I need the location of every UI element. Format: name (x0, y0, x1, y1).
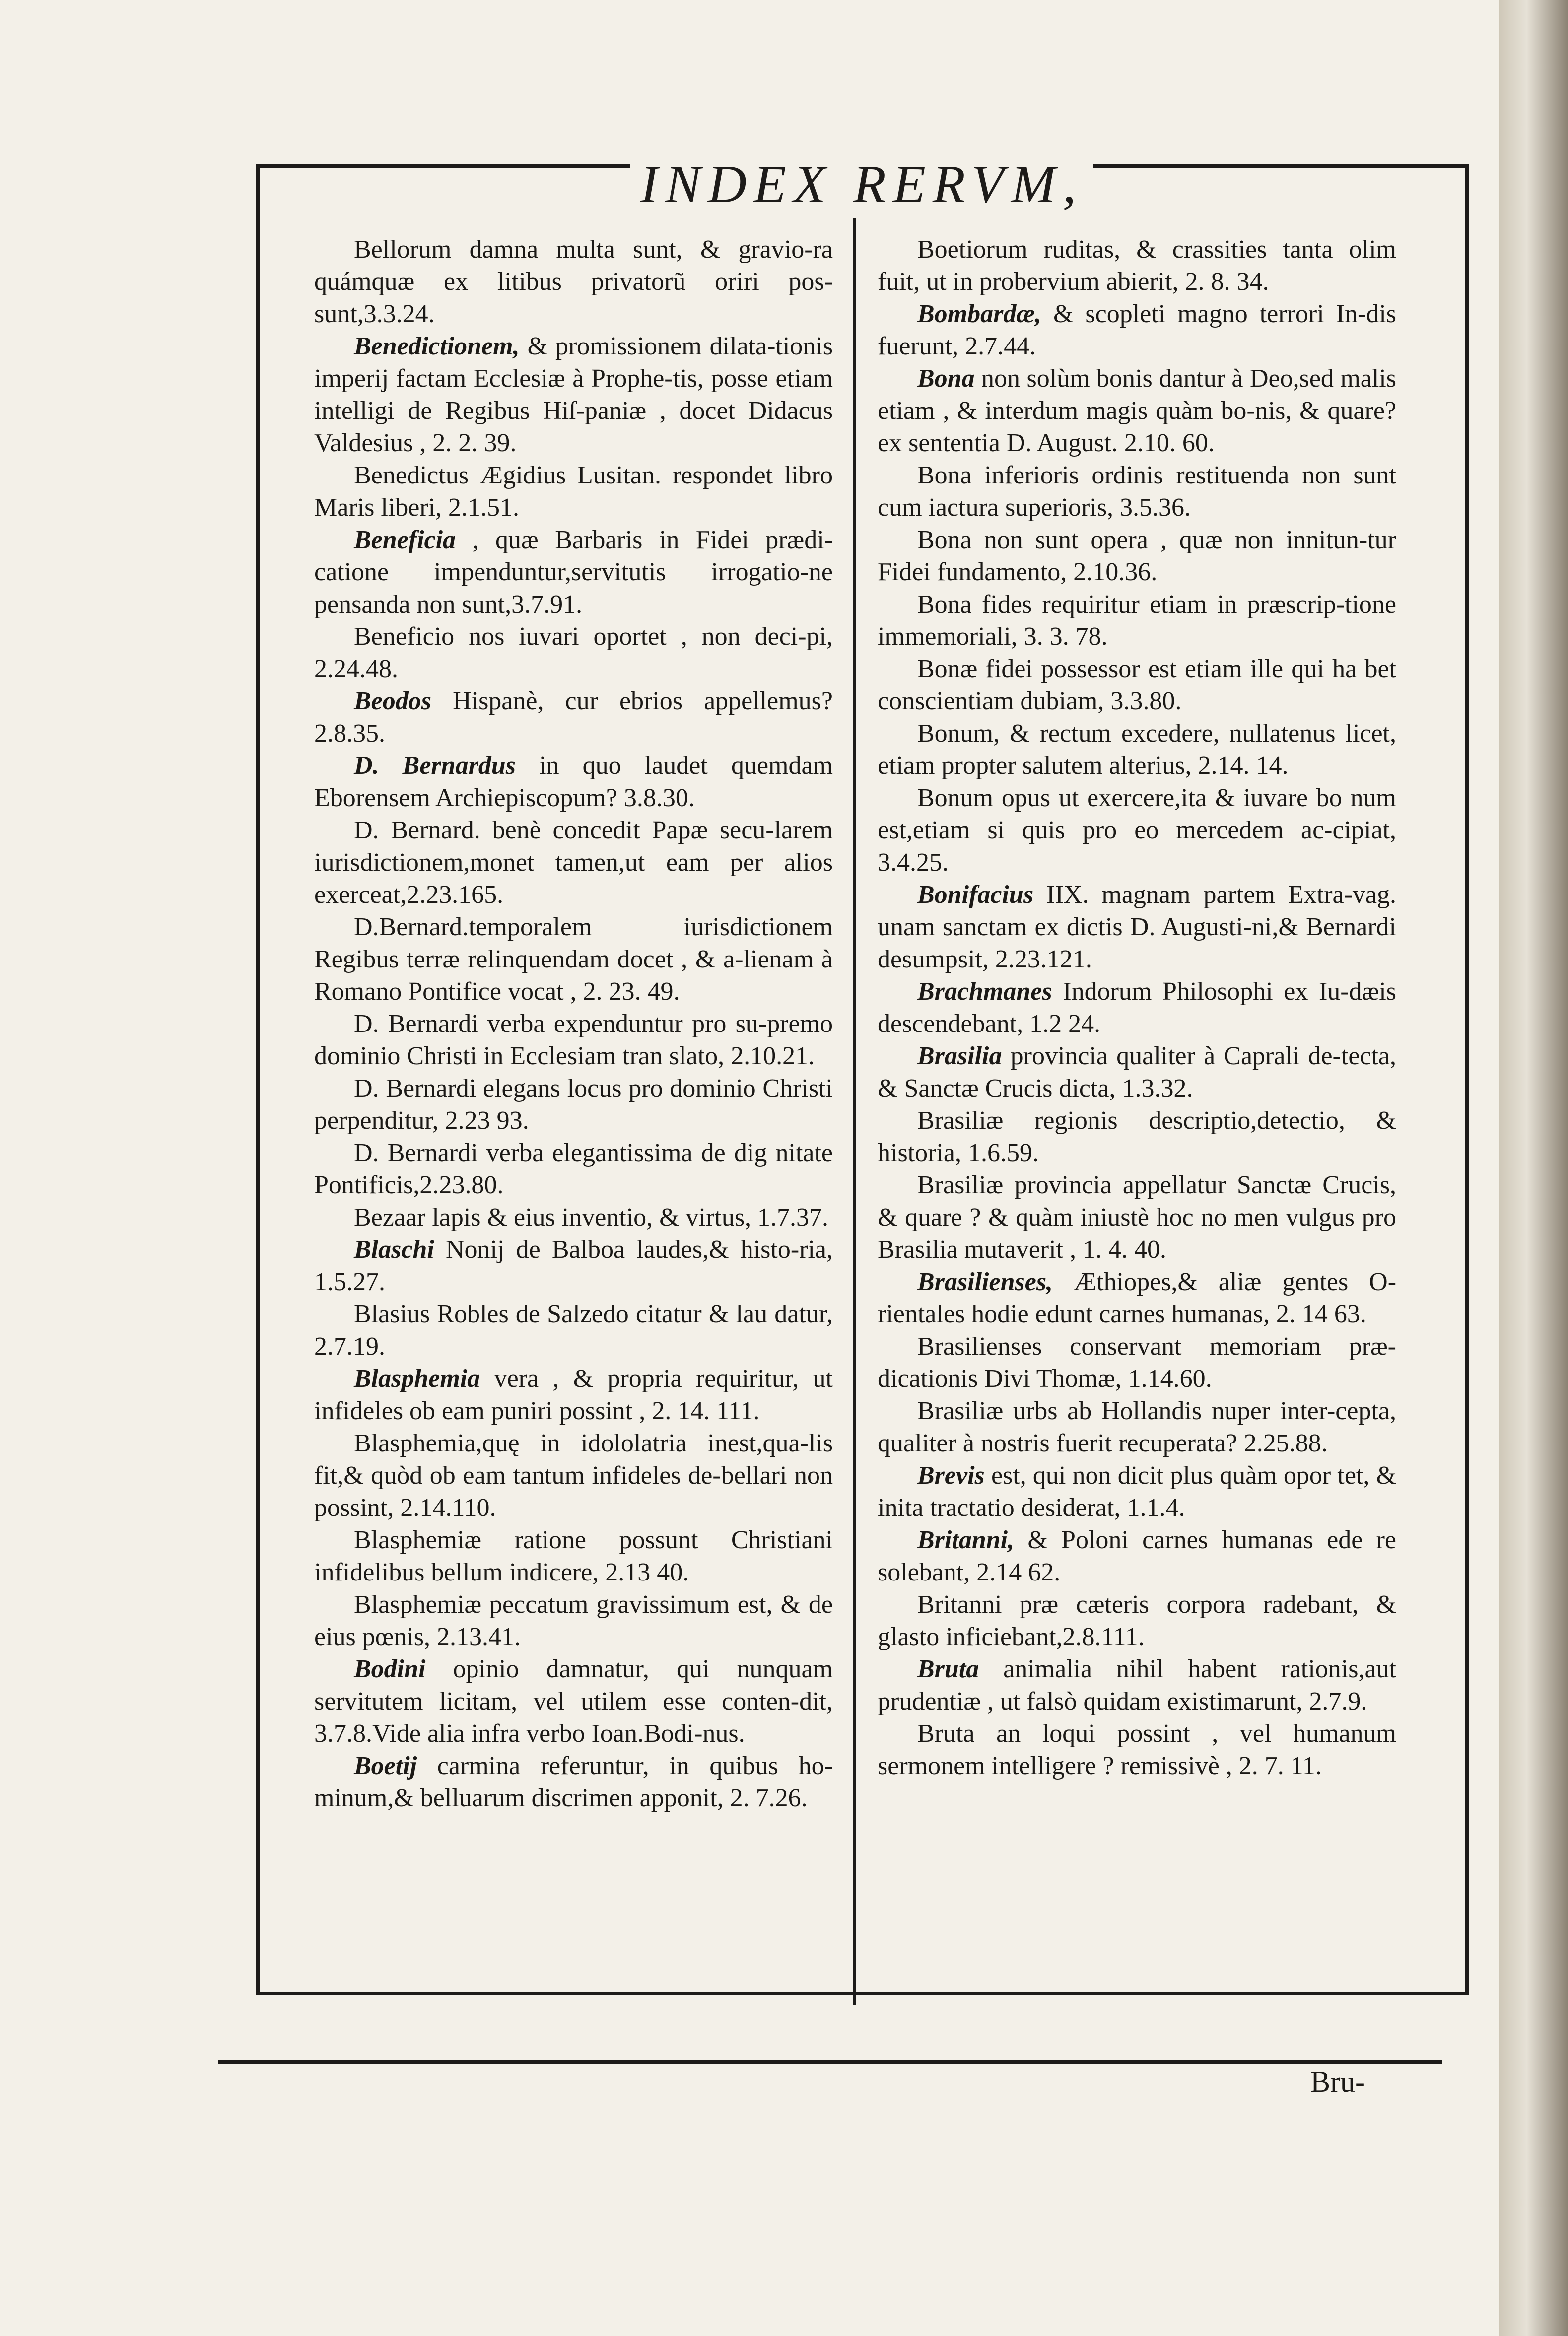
entry-text: D. Bernardi elegans locus pro dominio Christi perpenditur, 2.23 93. (314, 1074, 833, 1135)
index-entry (878, 1524, 1396, 1588)
index-entry (878, 653, 1396, 717)
entry-text: IIX. magnam partem Extra-vag. unam sanctam ex dictis D. Augusti-ni,& Bernardi desumpsit, 2.23.121. (878, 881, 1396, 973)
entry-lead: Brachmanes (917, 977, 1052, 1006)
entry-text: Bonum opus ut exercere,ita & iuvare bo num est,etiam si quis pro eo mercedem ac-cipiat, 3.4.25. (878, 784, 1396, 877)
entry-text: Brasiliæ regionis descriptio,detectio, & historia, 1.6.59. (878, 1106, 1396, 1167)
index-entry (314, 1363, 833, 1427)
entry-lead: Bona (917, 364, 975, 393)
entry-lead: Brasilia (917, 1042, 1002, 1070)
index-entry (878, 1653, 1396, 1718)
index-entry (314, 330, 833, 459)
index-entry (878, 524, 1396, 588)
entry-text: opinio damnatur, qui nunquam servitutem licitam, vel utilem esse conten-dit, 3.7.8.Vide alia infra verbo Ioan.Bodi-nus. (314, 1655, 833, 1748)
index-entry (878, 782, 1396, 879)
entry-text: Bonæ fidei possessor est etiam ille qui ha bet conscientiam dubiam, 3.3.80. (878, 655, 1396, 715)
entry-text: & Poloni carnes humanas ede re solebant, 2.14 62. (878, 1526, 1396, 1586)
entry-text: Blasphemiæ peccatum gravissimum est, & de eius pœnis, 2.13.41. (314, 1590, 833, 1651)
entry-text: in quo laudet quemdam Eborensem Archiepiscopum? 3.8.30. (314, 752, 833, 812)
entry-text: Indorum Philosophi ex Iu-dæis descendebant, 1.2 24. (878, 977, 1396, 1038)
entry-text: Bezaar lapis & eius inventio, & virtus, 1.7.37. (354, 1203, 829, 1232)
page-edge (1499, 0, 1568, 2336)
index-entry (314, 685, 833, 750)
entry-text: Beneficio nos iuvari oportet , non deci-pi, 2.24.48. (314, 622, 833, 683)
index-entry (878, 975, 1396, 1040)
index-entry (878, 588, 1396, 653)
index-entry (878, 1330, 1396, 1395)
right-column (878, 233, 1396, 1782)
entry-text: Brasiliæ urbs ab Hollandis nuper inter-cepta, qualiter à nostris fuerit recuperata? 2.25.88. (878, 1397, 1396, 1457)
index-entry (314, 1008, 833, 1072)
entry-text: Brasiliæ provincia appellatur Sanctæ Crucis, & quare ? & quàm iniustè hoc no men vulgus pro Brasilia mutaverit , 1. 4. 40. (878, 1171, 1396, 1264)
index-entry (314, 1653, 833, 1750)
index-entry (314, 1524, 833, 1588)
entry-text: vera , & propria requiritur, ut infideles ob eam puniri possint , 2. 14. 111. (314, 1365, 833, 1425)
catchword: Bru- (1310, 2065, 1365, 2098)
index-entry (314, 1750, 833, 1814)
page-title: INDEX RERVM, (630, 154, 1093, 215)
entry-text: , quæ Barbaris in Fidei prædi-catione impenduntur,servitutis irrogatio-ne pensanda non sunt,3.7.91. (314, 526, 833, 618)
index-entry (314, 1072, 833, 1137)
index-entry (314, 814, 833, 911)
index-entry (878, 362, 1396, 459)
entry-lead: Britanni, (917, 1526, 1015, 1554)
left-column (314, 233, 833, 1814)
column-divider (853, 218, 856, 2005)
entry-lead: Blaschi (354, 1236, 434, 1264)
entry-text: Æthiopes,& aliæ gentes O-rientales hodie edunt carnes humanas, 2. 14 63. (878, 1268, 1397, 1328)
entry-lead: Blasphemia (354, 1365, 480, 1393)
entry-text: Bona fides requiritur etiam in præscrip-tione immemoriali, 3. 3. 78. (878, 590, 1396, 651)
index-entry (314, 1201, 833, 1234)
index-entry (878, 1459, 1396, 1524)
index-entry (314, 1588, 833, 1653)
entry-lead: Bodini (354, 1655, 426, 1683)
entry-lead: Beneficia (354, 526, 456, 554)
entry-text: & scopleti magno terrori In-dis fuerunt, 2.7.44. (878, 300, 1397, 360)
entry-text: Benedictus Ægidius Lusitan. respondet libro Maris liberi, 2.1.51. (314, 461, 833, 522)
entry-lead: Brevis (917, 1461, 985, 1490)
entry-text: D.Bernard.temporalem iurisdictionem Regibus terræ relinquendam docet , & a-lienam à Romano Pontifice vocat , 2. 23. 49. (314, 913, 833, 1006)
index-entry (314, 1427, 833, 1524)
entry-text: Boetiorum ruditas, & crassities tanta olim fuit, ut in probervium abierit, 2. 8. 34. (878, 235, 1396, 296)
entry-text: Blasphemiæ ratione possunt Christiani infidelibus bellum indicere, 2.13 40. (314, 1526, 833, 1586)
entry-lead: Brasilienses, (917, 1268, 1053, 1296)
index-entry (878, 1266, 1396, 1330)
index-entry (878, 1588, 1396, 1653)
entry-text: Hispanè, cur ebrios appellemus? 2.8.35. (314, 687, 833, 748)
entry-text: provincia qualiter à Caprali de-tecta, & Sanctæ Crucis dicta, 1.3.32. (878, 1042, 1397, 1102)
index-entry (878, 233, 1396, 298)
entry-text: Bruta an loqui possint , vel humanum sermonem intelligere ? remissivè , 2. 7. 11. (878, 1719, 1396, 1780)
index-entry (878, 1395, 1396, 1459)
index-entry (878, 1040, 1396, 1104)
index-entry (314, 1298, 833, 1363)
entry-text: D. Bernardi verba expenduntur pro su-premo dominio Christi in Ecclesiam tran slato, 2.10.21. (314, 1010, 833, 1070)
index-entry (314, 459, 833, 524)
entry-text: carmina referuntur, in quibus ho-minum,& belluarum discrimen apponit, 2. 7.26. (314, 1752, 833, 1812)
entry-lead: D. Bernardus (354, 752, 516, 780)
entry-text: Blasius Robles de Salzedo citatur & lau datur, 2.7.19. (314, 1300, 833, 1361)
entry-lead: Benedictionem, (354, 332, 520, 360)
index-entry (878, 717, 1396, 782)
index-entry (878, 1104, 1396, 1169)
entry-text: Blasphemia,quę in idololatria inest,qua-lis fit,& quòd ob eam tantum infideles de-bellari non possint, 2.14.110. (314, 1429, 833, 1522)
entry-lead: Bombardæ, (917, 300, 1041, 328)
index-entry (878, 879, 1396, 975)
index-entry (314, 911, 833, 1008)
entry-lead: Bonifacius (917, 881, 1034, 909)
entry-text: D. Bernard. benè concedit Papæ secu-larem iurisdictionem,monet tamen,ut eam per alios exerceat,2.23.165. (314, 816, 833, 909)
entry-text: Bellorum damna multa sunt, & gravio-ra quámquæ ex litibus privatorũ oriri pos-sunt,3.3.24. (314, 235, 833, 328)
index-entry (878, 1718, 1396, 1782)
index-entry (314, 750, 833, 814)
index-entry (314, 233, 833, 330)
index-entry (314, 620, 833, 685)
entry-text: est, qui non dicit plus quàm opor tet, & inita tractatio desiderat, 1.1.4. (878, 1461, 1396, 1522)
entry-text: animalia nihil habent rationis,aut prudentiæ , ut falsò quidam existimarunt, 2.7.9. (878, 1655, 1397, 1716)
index-entry (878, 298, 1396, 362)
entry-text: & promissionem dilata-tionis imperij factam Ecclesiæ à Prophe-tis, posse etiam intelligi de Regibus Hiſ-paniæ , docet Didacus Valdesius , 2. 2. 39. (314, 332, 833, 457)
entry-text: D. Bernardi verba elegantissima de dig nitate Pontificis,2.23.80. (314, 1139, 833, 1199)
entry-text: Bona inferioris ordinis restituenda non sunt cum iactura superioris, 3.5.36. (878, 461, 1396, 522)
entry-text: Britanni præ cæteris corpora radebant, & glasto inficiebant,2.8.111. (878, 1590, 1396, 1651)
bottom-rule (218, 2060, 1442, 2064)
index-entry (314, 1234, 833, 1298)
index-entry (314, 1137, 833, 1201)
index-entry (314, 524, 833, 620)
index-entry (878, 1169, 1396, 1266)
entry-text: Bonum, & rectum excedere, nullatenus licet, etiam propter salutem alterius, 2.14. 14. (878, 719, 1396, 780)
entry-lead: Bruta (917, 1655, 979, 1683)
entry-text: Brasilienses conservant memoriam præ-dicationis Divi Thomæ, 1.14.60. (878, 1332, 1396, 1393)
entry-text: Nonij de Balboa laudes,& histo-ria, 1.5.27. (314, 1236, 833, 1296)
entry-text: Bona non sunt opera , quæ non innitun-tur Fidei fundamento, 2.10.36. (878, 526, 1396, 586)
entry-lead: Boetij (354, 1752, 417, 1780)
entry-lead: Beodos (354, 687, 431, 715)
entry-text: non solùm bonis dantur à Deo,sed malis etiam , & interdum magis quàm bo-nis, & quare? ex sententia D. August. 2.10. 60. (878, 364, 1396, 457)
index-entry (878, 459, 1396, 524)
